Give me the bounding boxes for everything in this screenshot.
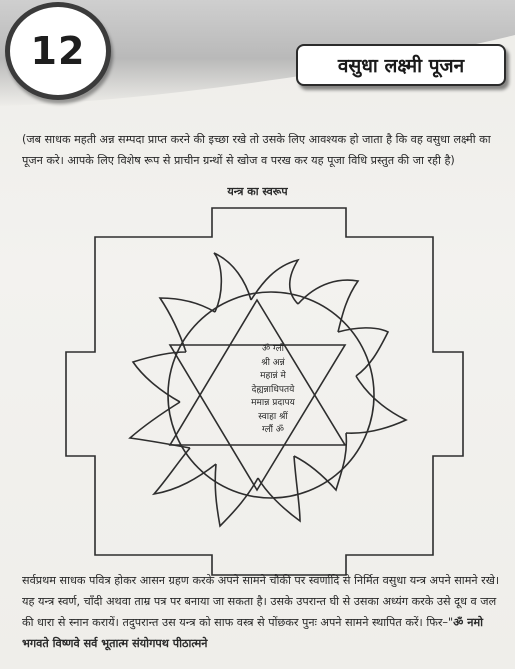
chapter-number: 12	[30, 29, 86, 73]
mantra-line: ग्लौं ॐ	[261, 425, 285, 435]
mantra-line: श्री अन्नं	[261, 357, 285, 368]
body-text: सर्वप्रथम साधक पवित्र होकर आसन ग्रहण करके अपने सामने चौकी पर स्वर्णादि से निर्मित वसुधा यन्त्र अपने सामने रखे। यह यन्त्र स्वर्ण, चाँदी अथवा ताम्र पत्र पर बनाया जा सकता है। उसके उपरान्त घी से उसका अध्यंग करके उसे दूध व जल की धारा से स्नान करायें। तदुपरान्त उस यन्त्र को साफ वस्त्र से पोंछकर पुनः अपने सामने स्थापित करें। फिर–"	[22, 574, 500, 629]
mantra-line: ममान्न प्रदापय	[251, 398, 295, 408]
yantra-caption: यन्त्र का स्वरूप	[227, 185, 288, 198]
body-paragraph	[22, 570, 506, 654]
yantra-center-mantra	[203, 343, 343, 438]
intro-paragraph: (जब साधक महती अन्न सम्पदा प्राप्त करने की इच्छा रखे तो उसके लिए आवश्यक हो जाता है कि वह वसुधा लक्ष्मी का पूजन करे। आपके लिए विशेष रूप से प्राचीन ग्रन्थों से खोज व परख कर यह पूजा विधि प्रस्तुत की जा रही है)	[22, 133, 491, 167]
body-mantra: ॐ नमो भगवते विष्णवे सर्व भूतात्म संयोगपथ पीठात्मने	[22, 616, 484, 650]
chapter-title: वसुधा लक्ष्मी पूजन	[337, 55, 465, 77]
mantra-line: स्वाहा श्रीं	[258, 411, 288, 422]
mantra-line: ॐ ग्लौं	[261, 344, 285, 354]
mantra-line: महान्नं मे	[260, 371, 286, 381]
mantra-line: देह्यन्नाधिपतये	[251, 384, 295, 395]
